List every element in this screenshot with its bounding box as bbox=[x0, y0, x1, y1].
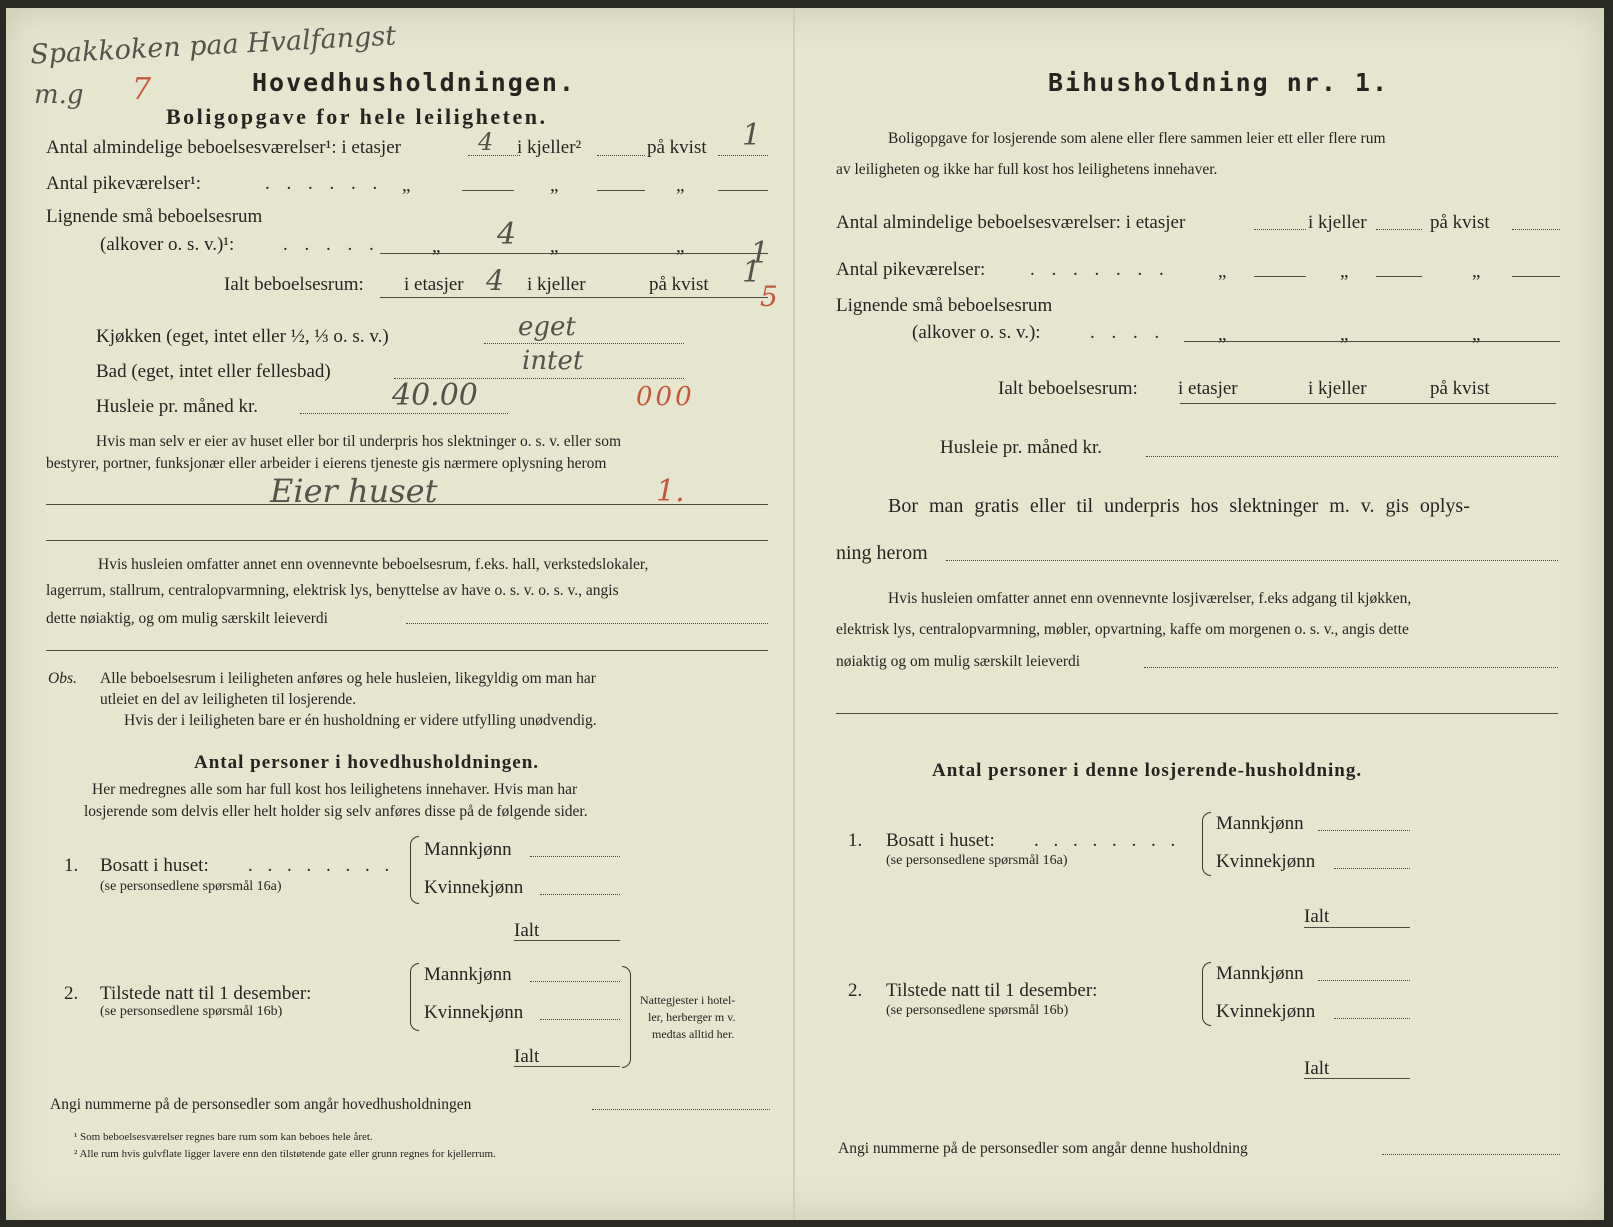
footnote-1: ¹ Som beboelsesværelser regnes bare rum som kan beboes hele året. bbox=[74, 1131, 373, 1143]
right-q1-mann-field[interactable] bbox=[1318, 830, 1410, 831]
right-persons-title: Antal personer i denne losjerende-husholdning. bbox=[932, 760, 1363, 781]
leieverdi-field[interactable] bbox=[406, 623, 768, 624]
pikevaerelser-dots: . . . . . . bbox=[265, 173, 384, 194]
husleie-field[interactable] bbox=[300, 413, 508, 414]
right-kvist-label: på kvist bbox=[1430, 212, 1490, 233]
right-ialt-field[interactable] bbox=[1180, 403, 1556, 404]
right-pike-kjeller-field[interactable] bbox=[1376, 276, 1422, 277]
handwritten-mark: m.g bbox=[34, 80, 84, 110]
right-q2-ialt-label: Ialt bbox=[1304, 1058, 1330, 1079]
right-q1-sub: (se personsedlene spørsmål 16a) bbox=[886, 853, 1068, 868]
ditto-mark: „ bbox=[550, 236, 559, 257]
right-husleie-field[interactable] bbox=[1146, 456, 1558, 457]
right-q2-kvinne-field[interactable] bbox=[1334, 1018, 1410, 1019]
right-q1-kvinne-field[interactable] bbox=[1334, 868, 1410, 869]
right-pike-etasjer-field[interactable] bbox=[1254, 276, 1306, 277]
kvist-value: 1 bbox=[742, 118, 762, 153]
handwritten-top-note: Spakkoken paa Hvalfangst bbox=[29, 20, 397, 71]
page-title-right: Bihusholdning nr. 1. bbox=[1048, 68, 1390, 97]
ditto-mark: „ bbox=[550, 175, 559, 196]
right-q2-number: 2. bbox=[848, 980, 863, 1001]
right-omfatter-line1: Hvis husleien omfatter annet enn ovennevnte losjiværelser, f.eks adgang til kjøkken, bbox=[888, 590, 1412, 607]
right-q2-kvinne-label: Kvinnekjønn bbox=[1216, 1001, 1316, 1022]
right-alkover-dots: . . . . bbox=[1090, 322, 1166, 343]
right-omfatter-line3: nøiaktig og om mulig særskilt leieverdi bbox=[836, 653, 1081, 670]
q1-kvinne-label: Kvinnekjønn bbox=[424, 877, 524, 898]
right-husleie-label: Husleie pr. måned kr. bbox=[940, 437, 1102, 458]
alkover-kvist-value: 1 bbox=[750, 236, 770, 271]
q2-label: Tilstede natt til 1 desember: bbox=[100, 983, 312, 1004]
q1-ialt-field[interactable] bbox=[514, 940, 620, 941]
eier-field-2[interactable] bbox=[46, 540, 768, 541]
right-q1-ialt-label: Ialt bbox=[1304, 906, 1330, 927]
natt-note-line2: ler, herberger m v. bbox=[648, 1010, 736, 1024]
right-q1-bracket bbox=[1202, 812, 1211, 876]
eier-paragraph-line2: bestyrer, portner, funksjonær eller arbeider i eierens tjeneste gis nærmere oplysning herom bbox=[46, 455, 607, 472]
gratis-line2: ning herom bbox=[836, 542, 928, 564]
right-q2-label: Tilstede natt til 1 desember: bbox=[886, 980, 1098, 1001]
footnote-2: ² Alle rum hvis gulvflate ligger lavere enn den tilstøtende gate eller grunn regnes for kjellerrum. bbox=[74, 1148, 496, 1160]
leieverdi-field-2[interactable] bbox=[46, 650, 768, 651]
right-q1-number: 1. bbox=[848, 830, 863, 851]
right-q1-ialt-field[interactable] bbox=[1304, 927, 1410, 928]
etasjer-field[interactable] bbox=[468, 155, 520, 156]
eier-paragraph-line1: Hvis man selv er eier av huset eller bor til underpris hos slektninger o. s. v. eller som bbox=[96, 433, 622, 450]
right-q2-ialt-field[interactable] bbox=[1304, 1078, 1410, 1079]
angi-nummerne: Angi nummerne på de personsedler som angår hovedhusholdningen bbox=[50, 1096, 472, 1113]
q2-bracket bbox=[410, 963, 419, 1031]
row-almindelige-label: Antal almindelige beboelsesværelser¹: i etasjer bbox=[46, 137, 401, 158]
q2-kvinne-label: Kvinnekjønn bbox=[424, 1002, 524, 1023]
obs-line1: Alle beboelsesrum i leiligheten anføres og hele husleien, likegyldig om man har bbox=[100, 670, 596, 687]
right-ialt-etasjer-label: i etasjer bbox=[1178, 378, 1238, 399]
q1-label: Bosatt i huset: bbox=[100, 855, 209, 876]
page-title: Hovedhusholdningen. bbox=[252, 68, 576, 97]
kjeller-label: i kjeller² bbox=[517, 137, 582, 158]
right-row-almindelige-label: Antal almindelige beboelsesværelser: i etasjer bbox=[836, 212, 1186, 233]
persons-text-line2: losjerende som delvis eller helt holder sig selv anføres disse på de følgende sider. bbox=[84, 803, 588, 820]
q1-number: 1. bbox=[64, 855, 79, 876]
right-q2-mann-field[interactable] bbox=[1318, 980, 1410, 981]
right-ialt-beboelsesrum-label: Ialt beboelsesrum: bbox=[998, 378, 1138, 399]
ialt-etasjer-label: i etasjer bbox=[404, 274, 464, 295]
persons-text-line1: Her medregnes alle som har full kost hos leilighetens innehaver. Hvis man har bbox=[92, 781, 578, 798]
natt-note-line3: medtas alltid her. bbox=[652, 1027, 735, 1041]
ditto-mark: „ bbox=[432, 236, 441, 257]
q2-ialt-label: Ialt bbox=[514, 1046, 540, 1067]
pike-kvist-field[interactable] bbox=[718, 190, 768, 191]
right-kjeller-label: i kjeller bbox=[1308, 212, 1367, 233]
husleie-value: 40.00 bbox=[392, 378, 478, 413]
eier-value: Eier huset bbox=[270, 472, 438, 510]
right-angi-field[interactable] bbox=[1382, 1154, 1560, 1155]
obs-line2: utleiet en del av leiligheten til losjerende. bbox=[100, 691, 357, 708]
q2-mann-label: Mannkjønn bbox=[424, 964, 512, 985]
q1-mann-field[interactable] bbox=[530, 856, 620, 857]
q2-kvinne-field[interactable] bbox=[540, 1019, 620, 1020]
ditto-mark: „ bbox=[1218, 324, 1227, 345]
kvist-field[interactable] bbox=[718, 155, 768, 156]
bad-value: intet bbox=[522, 346, 584, 376]
right-q2-sub: (se personsedlene spørsmål 16b) bbox=[886, 1003, 1069, 1018]
ditto-mark: „ bbox=[402, 175, 411, 196]
q1-bracket bbox=[410, 836, 419, 904]
ialt-beboelsesrum-label: Ialt beboelsesrum: bbox=[224, 274, 364, 295]
kjokken-label: Kjøkken (eget, intet eller ½, ⅓ o. s. v.) bbox=[96, 326, 389, 347]
ditto-mark: „ bbox=[1340, 261, 1349, 282]
pike-kjeller-field[interactable] bbox=[597, 190, 645, 191]
right-ialt-kjeller-label: i kjeller bbox=[1308, 378, 1367, 399]
right-q1-kvinne-label: Kvinnekjønn bbox=[1216, 851, 1316, 872]
kvist-label: på kvist bbox=[647, 137, 707, 158]
q2-mann-field[interactable] bbox=[530, 981, 620, 982]
kjeller-field[interactable] bbox=[597, 155, 645, 156]
q2-ialt-field[interactable] bbox=[514, 1066, 620, 1067]
right-pike-dots: . . . . . . . bbox=[1030, 259, 1170, 280]
right-omfatter-line2: elektrisk lys, centralopvarmning, møbler, opvartning, kaffe om morgenen o. s. v., angis dette bbox=[836, 621, 1409, 638]
eier-red-value: 1. bbox=[656, 474, 685, 509]
right-q1-label: Bosatt i huset: bbox=[886, 830, 995, 851]
ialt-kvist-label: på kvist bbox=[649, 274, 709, 295]
right-alkover-label: (alkover o. s. v.): bbox=[912, 322, 1041, 343]
right-leieverdi-field-2[interactable] bbox=[836, 713, 1558, 714]
husleie-label: Husleie pr. måned kr. bbox=[96, 396, 258, 417]
q1-dots: . . . . . . . . bbox=[248, 855, 395, 876]
right-ialt-kvist-label: på kvist bbox=[1430, 378, 1490, 399]
right-angi-nummerne: Angi nummerne på de personsedler som angår denne husholdning bbox=[838, 1140, 1248, 1157]
kjokken-field[interactable] bbox=[484, 343, 684, 344]
right-q2-bracket bbox=[1202, 962, 1211, 1026]
right-etasjer-field[interactable] bbox=[1254, 229, 1306, 230]
q1-ialt-label: Ialt bbox=[514, 920, 540, 941]
handwritten-mark-number: 7 bbox=[132, 72, 152, 107]
persons-title: Antal personer i hovedhusholdningen. bbox=[194, 752, 540, 773]
right-q2-mann-label: Mannkjønn bbox=[1216, 963, 1304, 984]
right-q1-mann-label: Mannkjønn bbox=[1216, 813, 1304, 834]
right-kjeller-field[interactable] bbox=[1376, 229, 1422, 230]
ditto-mark: „ bbox=[1340, 324, 1349, 345]
alkover-label: (alkover o. s. v.)¹: bbox=[100, 234, 235, 255]
ialt-kvist-value: 1 bbox=[742, 255, 762, 290]
ditto-mark: „ bbox=[1472, 324, 1481, 345]
intro-line1: Boligopgave for losjerende som alene eller flere sammen leier ett eller flere rum bbox=[888, 130, 1386, 147]
ditto-mark: „ bbox=[676, 175, 685, 196]
ditto-mark: „ bbox=[1472, 261, 1481, 282]
ialt-kjeller-label: i kjeller bbox=[527, 274, 586, 295]
omfatter-paragraph-line1: Hvis husleien omfatter annet enn ovennevnte beboelsesrum, f.eks. hall, verkstedslokaler, bbox=[98, 556, 649, 573]
lignende-label: Lignende små beboelsesrum bbox=[46, 206, 263, 227]
q1-kvinne-field[interactable] bbox=[540, 894, 620, 895]
q1-mann-label: Mannkjønn bbox=[424, 839, 512, 860]
ialt-field[interactable] bbox=[380, 297, 768, 298]
ialt-red-value: 5 bbox=[760, 280, 778, 313]
bad-label: Bad (eget, intet eller fellesbad) bbox=[96, 361, 331, 382]
right-lignende-label: Lignende små beboelsesrum bbox=[836, 295, 1053, 316]
obs-line3: Hvis der i leiligheten bare er én husholdning er videre utfylling unødvendig. bbox=[124, 712, 597, 729]
page-subtitle: Boligopgave for hele leiligheten. bbox=[166, 104, 548, 129]
gratis-line1: Bor man gratis eller til underpris hos slektninger m. v. gis oplys- bbox=[888, 495, 1470, 517]
natt-bracket bbox=[622, 966, 631, 1068]
ialt-etasjer-value: 4 bbox=[486, 264, 504, 297]
omfatter-paragraph-line3: dette nøiaktig, og om mulig særskilt leieverdi bbox=[46, 610, 328, 627]
husleie-red-value: 000 bbox=[636, 382, 695, 412]
page-fold bbox=[793, 8, 795, 1220]
q1-sub: (se personsedlene spørsmål 16a) bbox=[100, 879, 282, 894]
q2-number: 2. bbox=[64, 983, 79, 1004]
pike-etasjer-field[interactable] bbox=[462, 190, 514, 191]
ditto-mark: „ bbox=[1218, 261, 1227, 282]
natt-note-line1: Nattegjester i hotel- bbox=[640, 993, 736, 1007]
gratis-field[interactable] bbox=[946, 560, 1558, 561]
etasjer-value: 4 bbox=[478, 128, 494, 156]
right-leieverdi-field[interactable] bbox=[1144, 667, 1558, 668]
q2-sub: (se personsedlene spørsmål 16b) bbox=[100, 1004, 283, 1019]
ditto-mark: „ bbox=[676, 236, 685, 257]
omfatter-paragraph-line2: lagerrum, stallrum, centralopvarmning, elektrisk lys, benyttelse av have o. s. v. o. s. v., angis bbox=[46, 582, 619, 599]
alkover-value: 4 bbox=[497, 217, 517, 252]
obs-label: Obs. bbox=[48, 670, 77, 687]
pikevaerelser-label: Antal pikeværelser¹: bbox=[46, 173, 202, 194]
right-pike-kvist-field[interactable] bbox=[1512, 276, 1560, 277]
right-q1-dots: . . . . . . . . bbox=[1034, 830, 1181, 851]
alkover-dots: . . . . . bbox=[283, 234, 380, 255]
intro-line2: av leiligheten og ikke har full kost hos leilighetens innehaver. bbox=[836, 161, 1218, 178]
angi-field[interactable] bbox=[592, 1109, 770, 1110]
right-pikevaerelser-label: Antal pikeværelser: bbox=[836, 259, 986, 280]
right-alkover-field[interactable] bbox=[1184, 341, 1560, 342]
kjokken-value: eget bbox=[518, 312, 576, 342]
right-kvist-field[interactable] bbox=[1512, 229, 1560, 230]
